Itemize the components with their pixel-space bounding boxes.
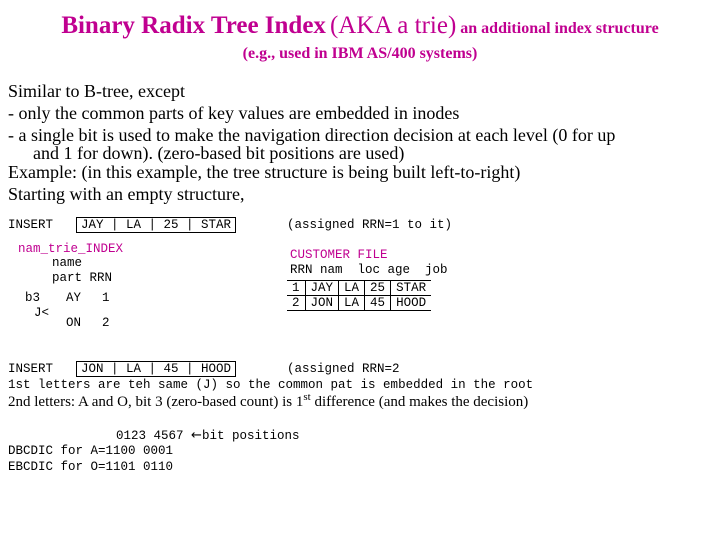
index-on-rrn: 2 [102, 316, 110, 330]
cell-rrn: 1 [292, 281, 300, 295]
second-letters-text [8, 391, 529, 411]
intro-line: - a single bit is used to make the navigation direction decision at each level (0 for up [8, 125, 616, 145]
cell-age: 45 [365, 296, 391, 311]
cell-rrn: 2 [292, 296, 300, 310]
ebcdic-o-line: EBCDIC for O=1101 0110 [8, 460, 174, 474]
index-part-rrn-label: part RRN [52, 271, 113, 285]
bit-positions-line [116, 428, 299, 443]
bit-positions: 0123 4567 [116, 429, 184, 443]
intro-text [8, 80, 714, 205]
second-letters-after: difference (and makes the decision) [310, 394, 529, 410]
index-ay-rrn: 1 [102, 291, 110, 305]
index-j-node: J< [34, 306, 50, 320]
title-tail: an additional index structure [460, 20, 659, 37]
page-subtitle: (e.g., used in IBM AS/400 systems) [242, 45, 478, 62]
title-paren: (AKA a trie) [329, 12, 457, 39]
insert2-explanation: 1st letters are teh same (J) so the common pat is embedded in the root [8, 378, 534, 392]
intro-line: and 1 for down). (zero-based bit positions are used) [33, 143, 405, 163]
index-name-label: name [52, 256, 83, 270]
insert2-note: (assigned RRN=2 [287, 362, 400, 376]
left-arrow-icon: ← [191, 428, 202, 443]
cell-job: HOOD [391, 296, 432, 311]
intro-line: - only the common parts of key values are embedded in inodes [8, 103, 460, 123]
intro-line: Similar to B-tree, except [8, 81, 185, 101]
insert1-record: JAY | LA | 25 | STAR [76, 217, 236, 233]
cell-name: JON [305, 296, 339, 311]
cell-loc: LA [339, 281, 365, 296]
dbcdic-a-line: DBCDIC for A=1100 0001 [8, 444, 174, 458]
index-title: nam_trie_INDEX [18, 242, 124, 256]
customer-table [287, 280, 431, 311]
table-row [287, 296, 431, 311]
index-b3: b3 [25, 291, 41, 305]
second-letters-before: 2nd letters: A and O, bit 3 (zero-based count) is 1 [8, 394, 304, 410]
insert1-keyword: INSERT [8, 218, 54, 232]
index-ay: AY [66, 291, 82, 305]
index-on: ON [66, 316, 82, 330]
customer-file-headers: RRN nam loc age job [290, 263, 448, 277]
second-letters-sup: st [303, 391, 311, 403]
title-main: Binary Radix Tree Index [61, 12, 326, 39]
table-row [287, 281, 431, 296]
cell-loc: LA [339, 296, 365, 311]
cell-name: JAY [305, 281, 339, 296]
intro-line: Example: (in this example, the tree structure is being built left-to-right) [8, 162, 521, 182]
bit-positions-label: bit positions [201, 429, 300, 443]
customer-file-title: CUSTOMER FILE [290, 248, 388, 262]
cell-age: 25 [365, 281, 391, 296]
page-title [0, 12, 720, 40]
cell-job: STAR [391, 281, 432, 296]
insert1-note: (assigned RRN=1 to it) [287, 218, 453, 232]
insert2-keyword: INSERT [8, 362, 54, 376]
insert2-record: JON | LA | 45 | HOOD [76, 361, 236, 377]
intro-line: Starting with an empty structure, [8, 184, 245, 204]
